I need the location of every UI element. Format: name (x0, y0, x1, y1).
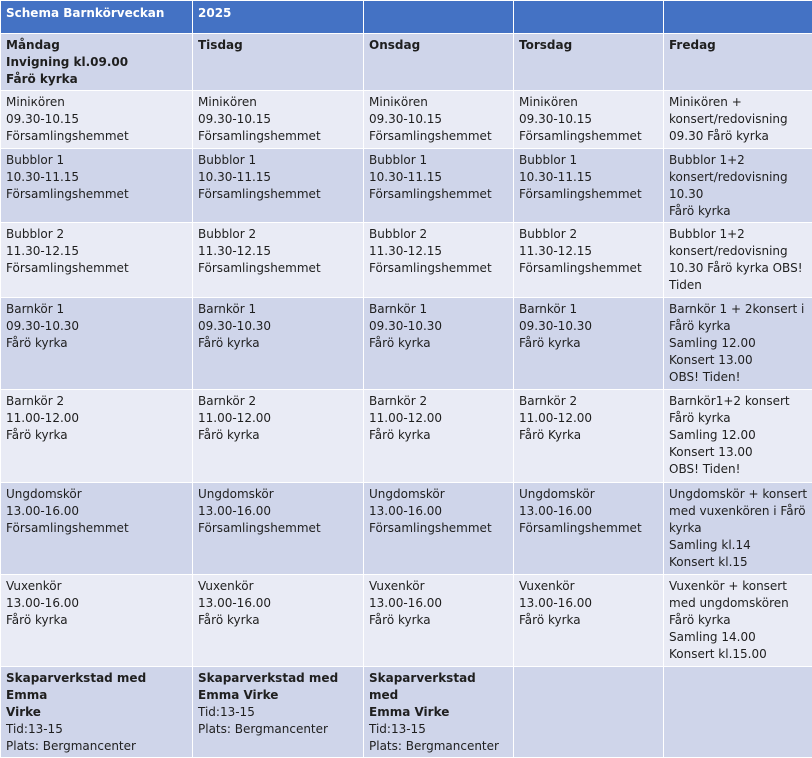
title-empty-cell (364, 1, 514, 34)
table-row (1, 390, 812, 483)
day-header-row (1, 34, 812, 91)
cell-vuxenkor-wednesday: Vuxenkör 13.00-16.00 Fårö kyrka (364, 575, 514, 667)
cell-bubblor1-wednesday: Bubblor 1 10.30-11.15 Församlingshemmet (364, 149, 514, 223)
cell-skaparverkstad-tuesday (193, 667, 364, 758)
cell-barnkor2-monday: Barnkör 2 11.00-12.00 Fårö kyrka (1, 390, 193, 483)
title-empty-cell (514, 1, 664, 34)
cell-bubblor1-tuesday: Bubblor 1 10.30-11.15 Församlingshemmet (193, 149, 364, 223)
workshop-title: Skaparverkstad med Emma Virke (6, 671, 146, 719)
cell-bubblor2-wednesday: Bubblor 2 11.30-12.15 Församlingshemmet (364, 223, 514, 298)
schedule-year: 2025 (193, 1, 364, 34)
cell-vuxenkor-friday: Vuxenkör + konsert med ungdomskören Fårö kyrka Samling 14.00 Konsert kl.15.00 (664, 575, 812, 667)
cell-vuxenkor-thursday: Vuxenkör 13.00-16.00 Fårö kyrka (514, 575, 664, 667)
title-row (1, 1, 812, 34)
cell-barnkor1-wednesday: Barnkör 1 09.30-10.30 Fårö kyrka (364, 298, 514, 390)
cell-barnkor2-wednesday: Barnkör 2 11.00-12.00 Fårö kyrka (364, 390, 514, 483)
table-row (1, 298, 812, 390)
cell-minikoren-monday: Miniкören 09.30-10.15 Församlingshemmet (1, 91, 193, 149)
title-empty-cell (664, 1, 812, 34)
cell-vuxenkor-monday: Vuxenkör 13.00-16.00 Fårö kyrka (1, 575, 193, 667)
cell-barnkor2-thursday: Barnkör 2 11.00-12.00 Fårö Kyrka (514, 390, 664, 483)
cell-bubblor2-monday: Bubblor 2 11.30-12.15 Församlingshemmet (1, 223, 193, 298)
table-row (1, 575, 812, 667)
workshop-info: Tid:13-15 Plats: Bergmancenter (198, 705, 328, 736)
cell-barnkor2-tuesday: Barnkör 2 11.00-12.00 Fårö kyrka (193, 390, 364, 483)
day-thursday: Torsdag (514, 34, 664, 91)
table-row (1, 483, 812, 575)
workshop-title: Skaparverkstad med Emma Virke (198, 671, 338, 702)
cell-barnkor2-friday: Barnkör1+2 konsert Fårö kyrka Samling 12.00 Konsert 13.00 OBS! Tiden! (664, 390, 812, 483)
table-row (1, 667, 812, 758)
schedule-title: Schema Barnkörveckan (1, 1, 193, 34)
cell-bubblor2-thursday: Bubblor 2 11.30-12.15 Församlingshemmet (514, 223, 664, 298)
workshop-title: Skaparverkstad med Emma Virke (369, 671, 476, 719)
table-row (1, 149, 812, 223)
table-row (1, 91, 812, 149)
table-row (1, 223, 812, 298)
day-tuesday: Tisdag (193, 34, 364, 91)
workshop-info: Tid:13-15 Plats: Bergmancenter (369, 722, 499, 753)
cell-ungdomskor-wednesday: Ungdomskör 13.00-16.00 Församlingshemmet (364, 483, 514, 575)
cell-ungdomskor-thursday: Ungdomskör 13.00-16.00 Församlingshemmet (514, 483, 664, 575)
cell-ungdomskor-tuesday: Ungdomskör 13.00-16.00 Församlingshemmet (193, 483, 364, 575)
cell-barnkor1-monday: Barnkör 1 09.30-10.30 Fårö kyrka (1, 298, 193, 390)
cell-empty-thursday (514, 667, 664, 758)
cell-skaparverkstad-monday (1, 667, 193, 758)
cell-minikoren-friday: Miniкören + konsert/redovisning 09.30 Fårö kyrka (664, 91, 812, 149)
day-wednesday: Onsdag (364, 34, 514, 91)
day-monday: Måndag Invigning kl.09.00 Fårö kyrka (1, 34, 193, 91)
cell-barnkor1-thursday: Barnkör 1 09.30-10.30 Fårö kyrka (514, 298, 664, 390)
cell-bubblor1-friday: Bubblor 1+2 konsert/redovisning 10.30 Fårö kyrka (664, 149, 812, 223)
cell-ungdomskor-friday: Ungdomskör + konsert med vuxenkören i Fårö kyrka Samling kl.14 Konsert kl.15 (664, 483, 812, 575)
cell-bubblor1-monday: Bubblor 1 10.30-11.15 Församlingshemmet (1, 149, 193, 223)
cell-bubblor2-tuesday: Bubblor 2 11.30-12.15 Församlingshemmet (193, 223, 364, 298)
day-friday: Fredag (664, 34, 812, 91)
cell-minikoren-thursday: Miniкören 09.30-10.15 Församlingshemmet (514, 91, 664, 149)
cell-bubblor1-thursday: Bubblor 1 10.30-11.15 Församlingshemmet (514, 149, 664, 223)
cell-ungdomskor-monday: Ungdomskör 13.00-16.00 Församlingshemmet (1, 483, 193, 575)
cell-vuxenkor-tuesday: Vuxenkör 13.00-16.00 Fårö kyrka (193, 575, 364, 667)
workshop-info: Tid:13-15 Plats: Bergmancenter (6, 722, 136, 753)
cell-minikoren-tuesday: Miniкören 09.30-10.15 Församlingshemmet (193, 91, 364, 149)
cell-barnkor1-tuesday: Barnkör 1 09.30-10.30 Fårö kyrka (193, 298, 364, 390)
cell-skaparverkstad-wednesday (364, 667, 514, 758)
cell-barnkor1-friday: Barnkör 1 + 2konsert i Fårö kyrka Samling 12.00 Konsert 13.00 OBS! Tiden! (664, 298, 812, 390)
cell-empty-friday (664, 667, 812, 758)
cell-minikoren-wednesday: Miniкören 09.30-10.15 Församlingshemmet (364, 91, 514, 149)
cell-bubblor2-friday: Bubblor 1+2 konsert/redovisning 10.30 Fårö kyrka OBS! Tiden (664, 223, 812, 298)
